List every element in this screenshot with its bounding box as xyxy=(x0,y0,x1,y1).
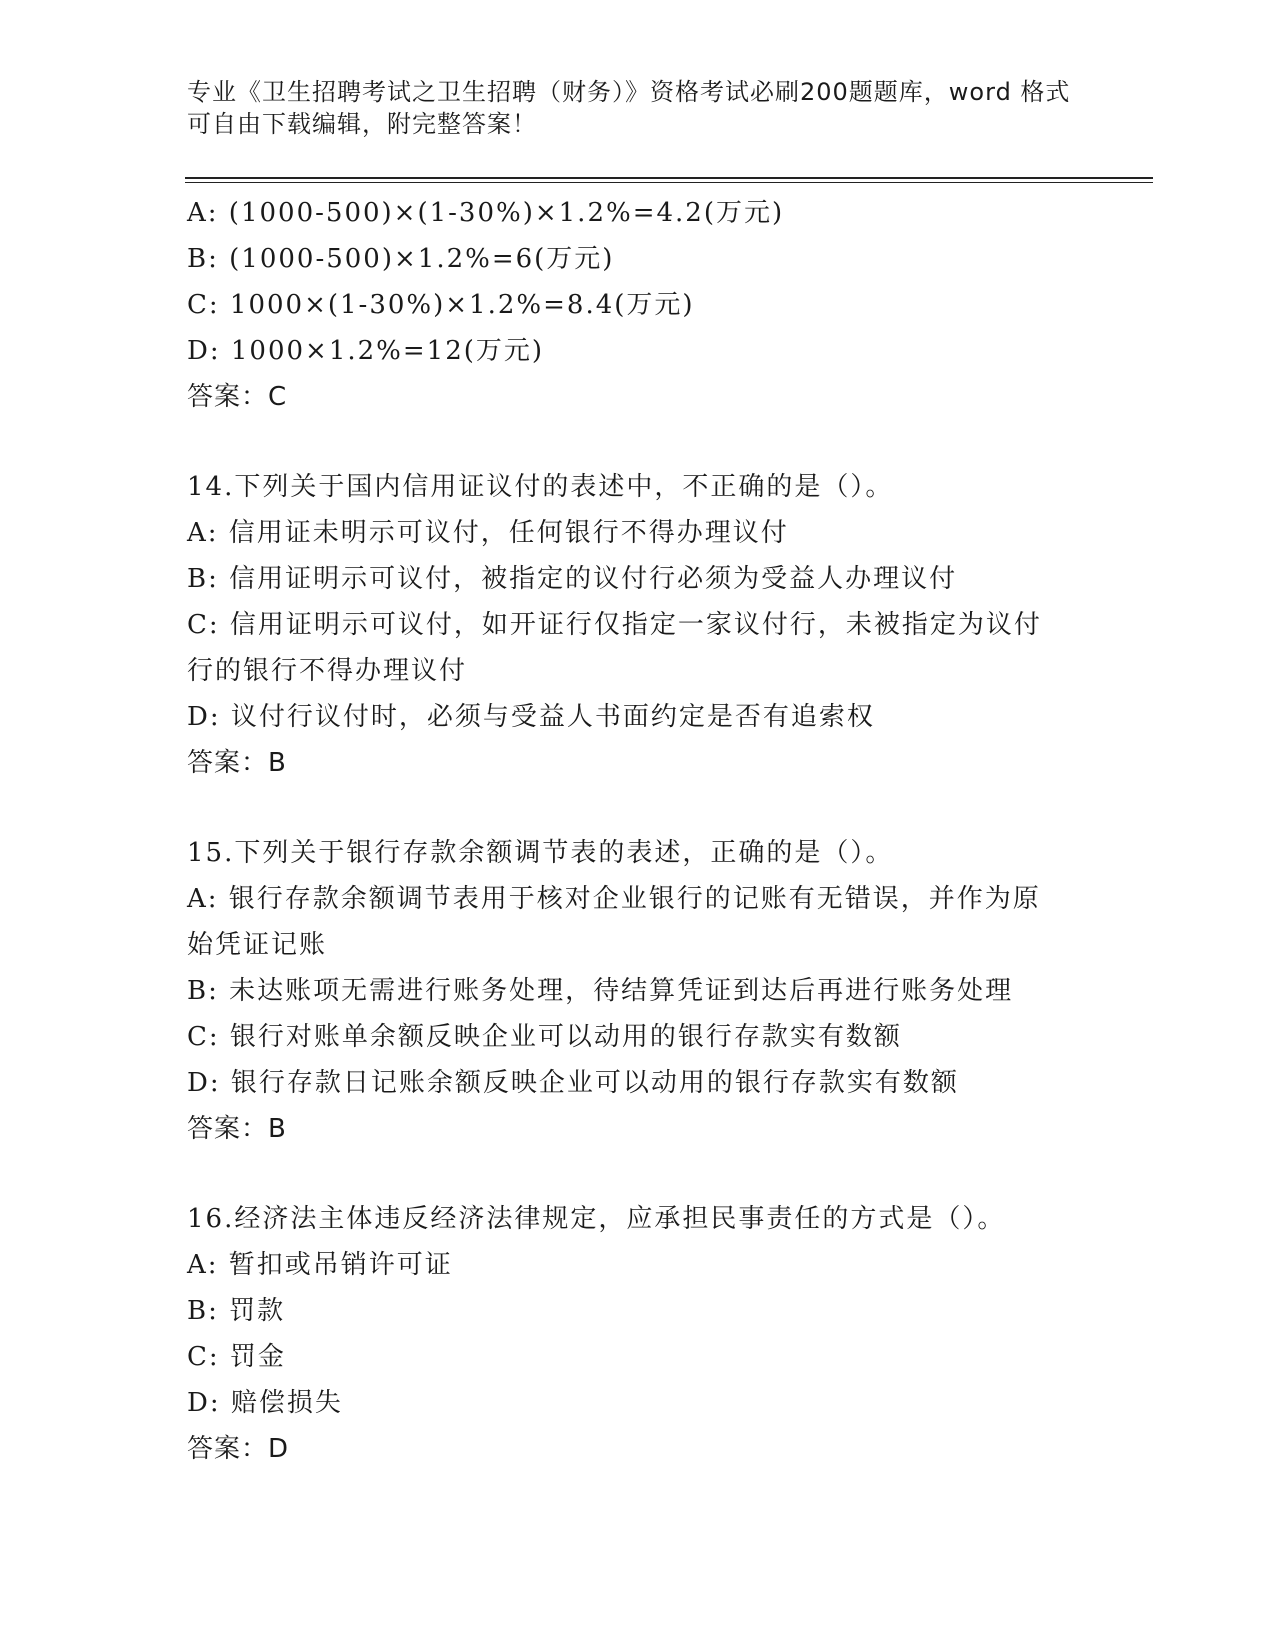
option-c: C: 罚金 xyxy=(187,1342,286,1372)
option-d: D: 银行存款日记账余额反映企业可以动用的银行存款实有数额 xyxy=(187,1068,959,1098)
header-divider-thick xyxy=(185,177,1153,179)
answer: 答案：D xyxy=(187,1434,290,1464)
header-title-line-2: 可自由下载编辑，附完整答案！ xyxy=(187,110,537,138)
option-d: D: 赔偿损失 xyxy=(187,1388,343,1418)
option-b: B: 罚款 xyxy=(187,1296,286,1326)
spacer xyxy=(187,786,1087,830)
question-16 xyxy=(187,1196,1087,1472)
spacer xyxy=(187,420,1087,464)
option-a: A: (1000-500)×(1-30%)×1.2%=4.2(万元) xyxy=(187,198,785,228)
header-divider-thin xyxy=(185,182,1153,183)
option-c: C: 信用证明示可议付，如开证行仅指定一家议付行，未被指定为议付 xyxy=(187,610,1042,640)
question-list xyxy=(187,190,1087,1472)
option-a: A: 银行存款余额调节表用于核对企业银行的记账有无错误，并作为原 xyxy=(187,884,1041,914)
question-13-continued xyxy=(187,190,1087,420)
option-b: B: 信用证明示可议付，被指定的议付行必须为受益人办理议付 xyxy=(187,564,958,594)
question-15 xyxy=(187,830,1087,1152)
option-a: A: 暂扣或吊销许可证 xyxy=(187,1250,453,1280)
spacer xyxy=(187,1152,1087,1196)
option-a: A: 信用证未明示可议付，任何银行不得办理议付 xyxy=(187,518,789,548)
question-stem: 16.经济法主体违反经济法律规定，应承担民事责任的方式是（）。 xyxy=(187,1204,1006,1234)
option-d: D: 议付行议付时，必须与受益人书面约定是否有追索权 xyxy=(187,702,875,732)
document-header xyxy=(187,76,1087,140)
option-c-continued: 行的银行不得办理议付 xyxy=(187,656,468,686)
answer: 答案：C xyxy=(187,382,288,412)
question-14 xyxy=(187,464,1087,786)
option-a-continued: 始凭证记账 xyxy=(187,930,328,960)
question-stem: 15.下列关于银行存款余额调节表的表述，正确的是（）。 xyxy=(187,838,894,868)
answer: 答案：B xyxy=(187,748,287,778)
question-stem: 14.下列关于国内信用证议付的表述中，不正确的是（）。 xyxy=(187,472,894,502)
header-title-line-1: 专业《卫生招聘考试之卫生招聘（财务）》资格考试必刷200题题库，word 格式 xyxy=(187,78,1071,106)
option-c: C: 银行对账单余额反映企业可以动用的银行存款实有数额 xyxy=(187,1022,902,1052)
option-d: D: 1000×1.2%=12(万元) xyxy=(187,336,545,366)
option-b: B: 未达账项无需进行账务处理，待结算凭证到达后再进行账务处理 xyxy=(187,976,1014,1006)
answer: 答案：B xyxy=(187,1114,287,1144)
option-b: B: (1000-500)×1.2%=6(万元) xyxy=(187,244,615,274)
option-c: C: 1000×(1-30%)×1.2%=8.4(万元) xyxy=(187,290,695,320)
